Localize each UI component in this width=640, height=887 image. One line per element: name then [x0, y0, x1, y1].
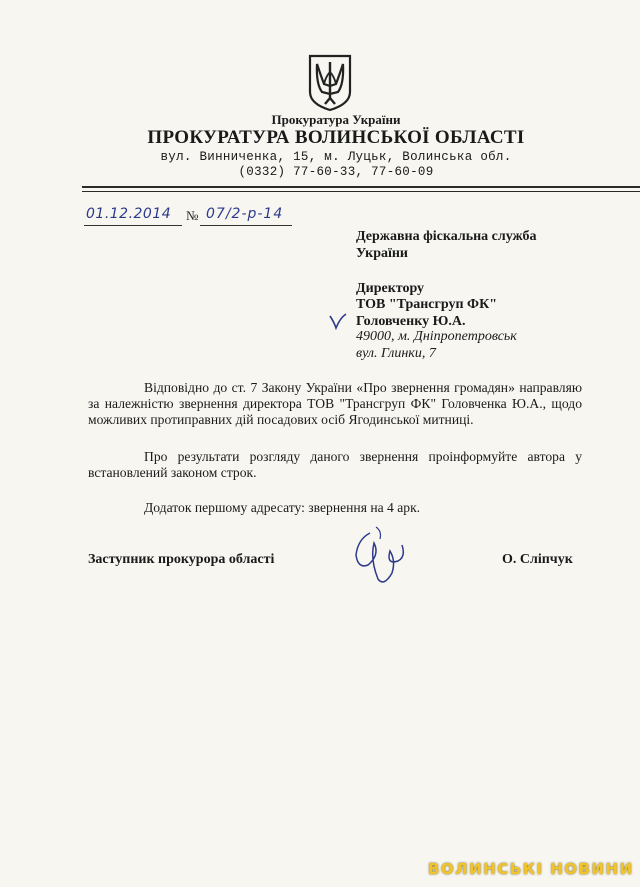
number-underline — [200, 225, 292, 226]
handwritten-signature-icon — [340, 525, 420, 590]
recipient-2-address-1: 49000, м. Дніпропетровськ — [356, 329, 517, 344]
recipient-2-address-2: вул. Глинки, 7 — [356, 346, 436, 361]
body-paragraph-2: Про результати розгляду даного звернення проінформуйте автора у встановлений законом строк. — [88, 449, 582, 480]
signatory-name: О. Сліпчук — [502, 552, 573, 567]
org-subtitle: Прокуратура України — [271, 112, 401, 127]
recipient-1-line-2: України — [356, 246, 409, 261]
header-divider — [82, 186, 640, 188]
trident-emblem-icon — [306, 54, 354, 112]
checkmark-icon — [328, 312, 348, 330]
org-address: вул. Винниченка, 15, м. Луцьк, Волинська обл. — [160, 150, 512, 164]
signatory-position: Заступник прокурора області — [88, 552, 275, 567]
recipient-2-title: Директору — [356, 281, 425, 296]
recipient-2-company: ТОВ "Трансгруп ФК" — [356, 297, 497, 312]
org-title: ПРОКУРАТУРА ВОЛИНСЬКОЇ ОБЛАСТІ — [147, 127, 525, 148]
recipient-1-line-1: Державна фіскальна служба — [356, 229, 537, 244]
number-sign: № — [186, 208, 199, 223]
org-phones: (0332) 77-60-33, 77-60-09 — [238, 165, 434, 179]
registration-date: 01.12.2014 — [86, 206, 172, 222]
date-underline — [84, 225, 182, 226]
header-divider-thin — [82, 191, 640, 192]
body-paragraph-1: Відповідно до ст. 7 Закону України «Про звернення громадян» направляю за належністю звернення директора ТОВ "Трансгруп ФК" Головченка Ю.А., щодо можливих протиправних дій посадових осіб Ягодинської митниці. — [88, 380, 582, 427]
recipient-2-name: Головченку Ю.А. — [356, 314, 466, 329]
watermark-logo: ВОЛИНСЬКІ НОВИНИ — [428, 860, 634, 878]
attachment-note: Додаток першому адресату: звернення на 4 арк. — [144, 500, 421, 515]
registration-number: 07/2-р-14 — [206, 206, 284, 222]
